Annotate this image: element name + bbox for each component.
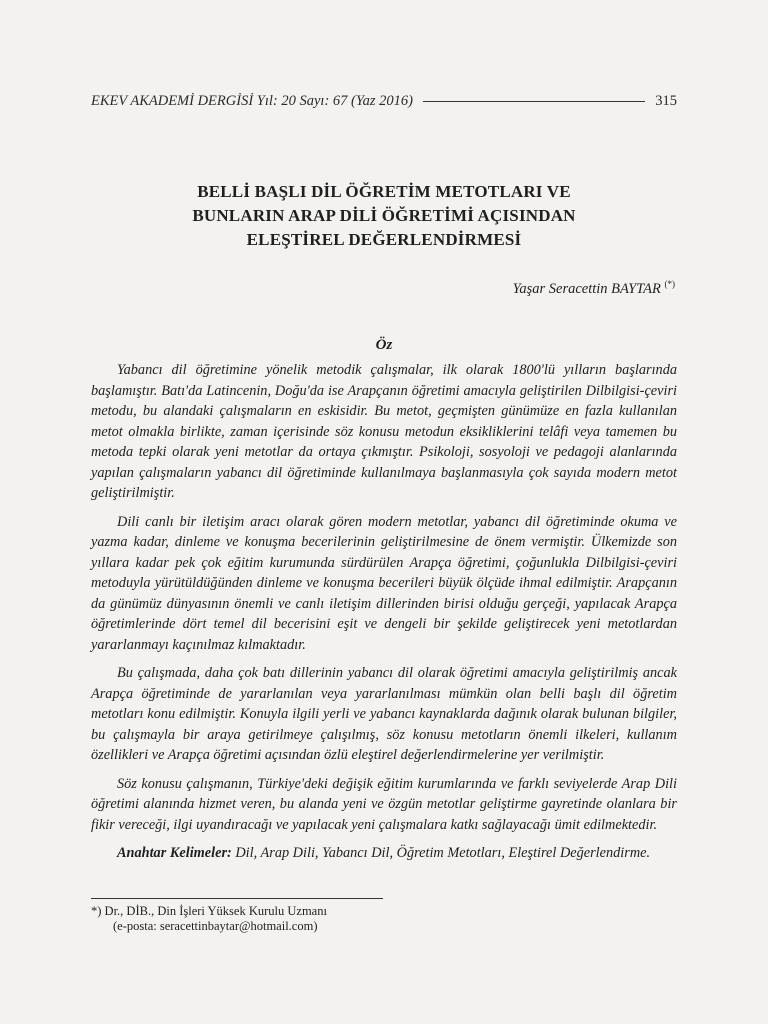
keywords [91, 843, 677, 864]
title-line-1: BELLİ BAŞLI DİL ÖĞRETİM METOTLARI VE [197, 182, 571, 201]
article-title [91, 180, 677, 252]
title-line-3: ELEŞTİREL DEĞERLENDİRMESİ [246, 230, 522, 249]
journal-name: EKEV AKADEMİ DERGİSİ Yıl: 20 Sayı: 67 (Yaz 2016) [91, 93, 413, 109]
footnote-rule [91, 898, 383, 899]
author-footnote-mark: (*) [664, 279, 675, 289]
keywords-label: Anahtar Kelimeler: [117, 845, 232, 861]
author-name: Yaşar Seracettin BAYTAR [512, 280, 661, 297]
keywords-text: Dil, Arap Dili, Yabancı Dil, Öğretim Metotları, Eleştirel Değerlendirme. [235, 845, 651, 861]
running-header [91, 93, 677, 110]
author-line [513, 279, 675, 298]
footnote [91, 904, 491, 934]
abstract-paragraph: Dili canlı bir iletişim aracı olarak gören modern metotlar, yabancı dil öğretiminde okuma ve yazma kadar, dinleme ve konuşma becerilerinin geliştirilmesine de önem vermiştir. Ülkemizde son yıllara kadar pek çok eğitim kurumunda sürdürülen Arapça öğretimi, çoğunlukla Dilbilgisi-çeviri metoduyla yürütüldüğünden dinleme ve konuşma becerileri büyük ölçüde ihmal edilmiştir. Arapçanın da günümüz dünyasının önemli ve canlı iletişim dillerinden birisi olduğu gerçeği, yapılacak Arapça öğretimlerinde dört temel dil becerisini eşit ve dengeli bir şekilde geliştirecek yeni metotlardan yararlanmayı kaçınılmaz kılmaktadır. [91, 513, 677, 653]
footnote-email: (e-posta: seracettinbaytar@hotmail.com) [113, 919, 318, 933]
header-rule [423, 101, 645, 102]
title-line-2: BUNLARIN ARAP DİLİ ÖĞRETİMİ AÇISINDAN [192, 206, 576, 225]
abstract-paragraph: Söz konusu çalışmanın, Türkiye'deki değişik eğitim kurumlarında ve farklı seviyelerde Arap Dili öğretimi alanında hizmet veren, bu alanda yeni ve özgün metotlar geliştirme gayretinde olanlara bir fikir vereceği, ilgi uyandıracağı ve yapılacak yeni çalışmalara katkı sağlayacağı ümit edilmektedir. [91, 775, 677, 833]
footnote-affiliation: *) Dr., DİB., Din İşleri Yüksek Kurulu Uzmanı [91, 904, 327, 918]
abstract-heading: Öz [375, 337, 393, 353]
abstract-paragraph: Yabancı dil öğretimine yönelik metodik çalışmalar, ilk olarak 1800'lü yılların başlarında başlamıştır. Batı'da Latincenin, Doğu'da ise Arapçanın öğretimi amacıyla geliştirilen Dilbilgisi-çeviri metodu, bu alandaki çalışmaların en eskisidir. Bu metot, geçmişten günümüze en fazla kullanılan metot olmakla birlikte, zaman içerisinde söz konusu metodun eksikliklerini telâfi veya tamemen bu metoda tepki olarak yeni metotlar da ortaya çıkmıştır. Psikoloji, sosyoloji ve pedagoji alanlarında yapılan çalışmaların yabancı dil öğretiminde kullanılmaya başlanmasıyla çok sayıda modern metot geliştirilmiştir. [91, 362, 677, 501]
abstract-body [91, 360, 677, 872]
page-number: 315 [655, 93, 677, 109]
abstract-paragraph: Bu çalışmada, daha çok batı dillerinin yabancı dil olarak öğretimi amacıyla geliştirilmiş ancak Arapça öğretiminde de yararlanılan veya yararlanılması mümkün olan belli başlı dil öğretim metotları konu edilmiştir. Konuyla ilgili yerli ve yabancı kaynaklarda dağınık olarak bulunan bilgiler, bu çalışmayla bir araya getirilmeye çalışılmış, söz konusu metotların önemli ilkeleri, kullanım özellikleri ve Arapça öğretimi açısından özlü eleştirel değerlendirmelerine yer verilmiştir. [91, 665, 677, 763]
